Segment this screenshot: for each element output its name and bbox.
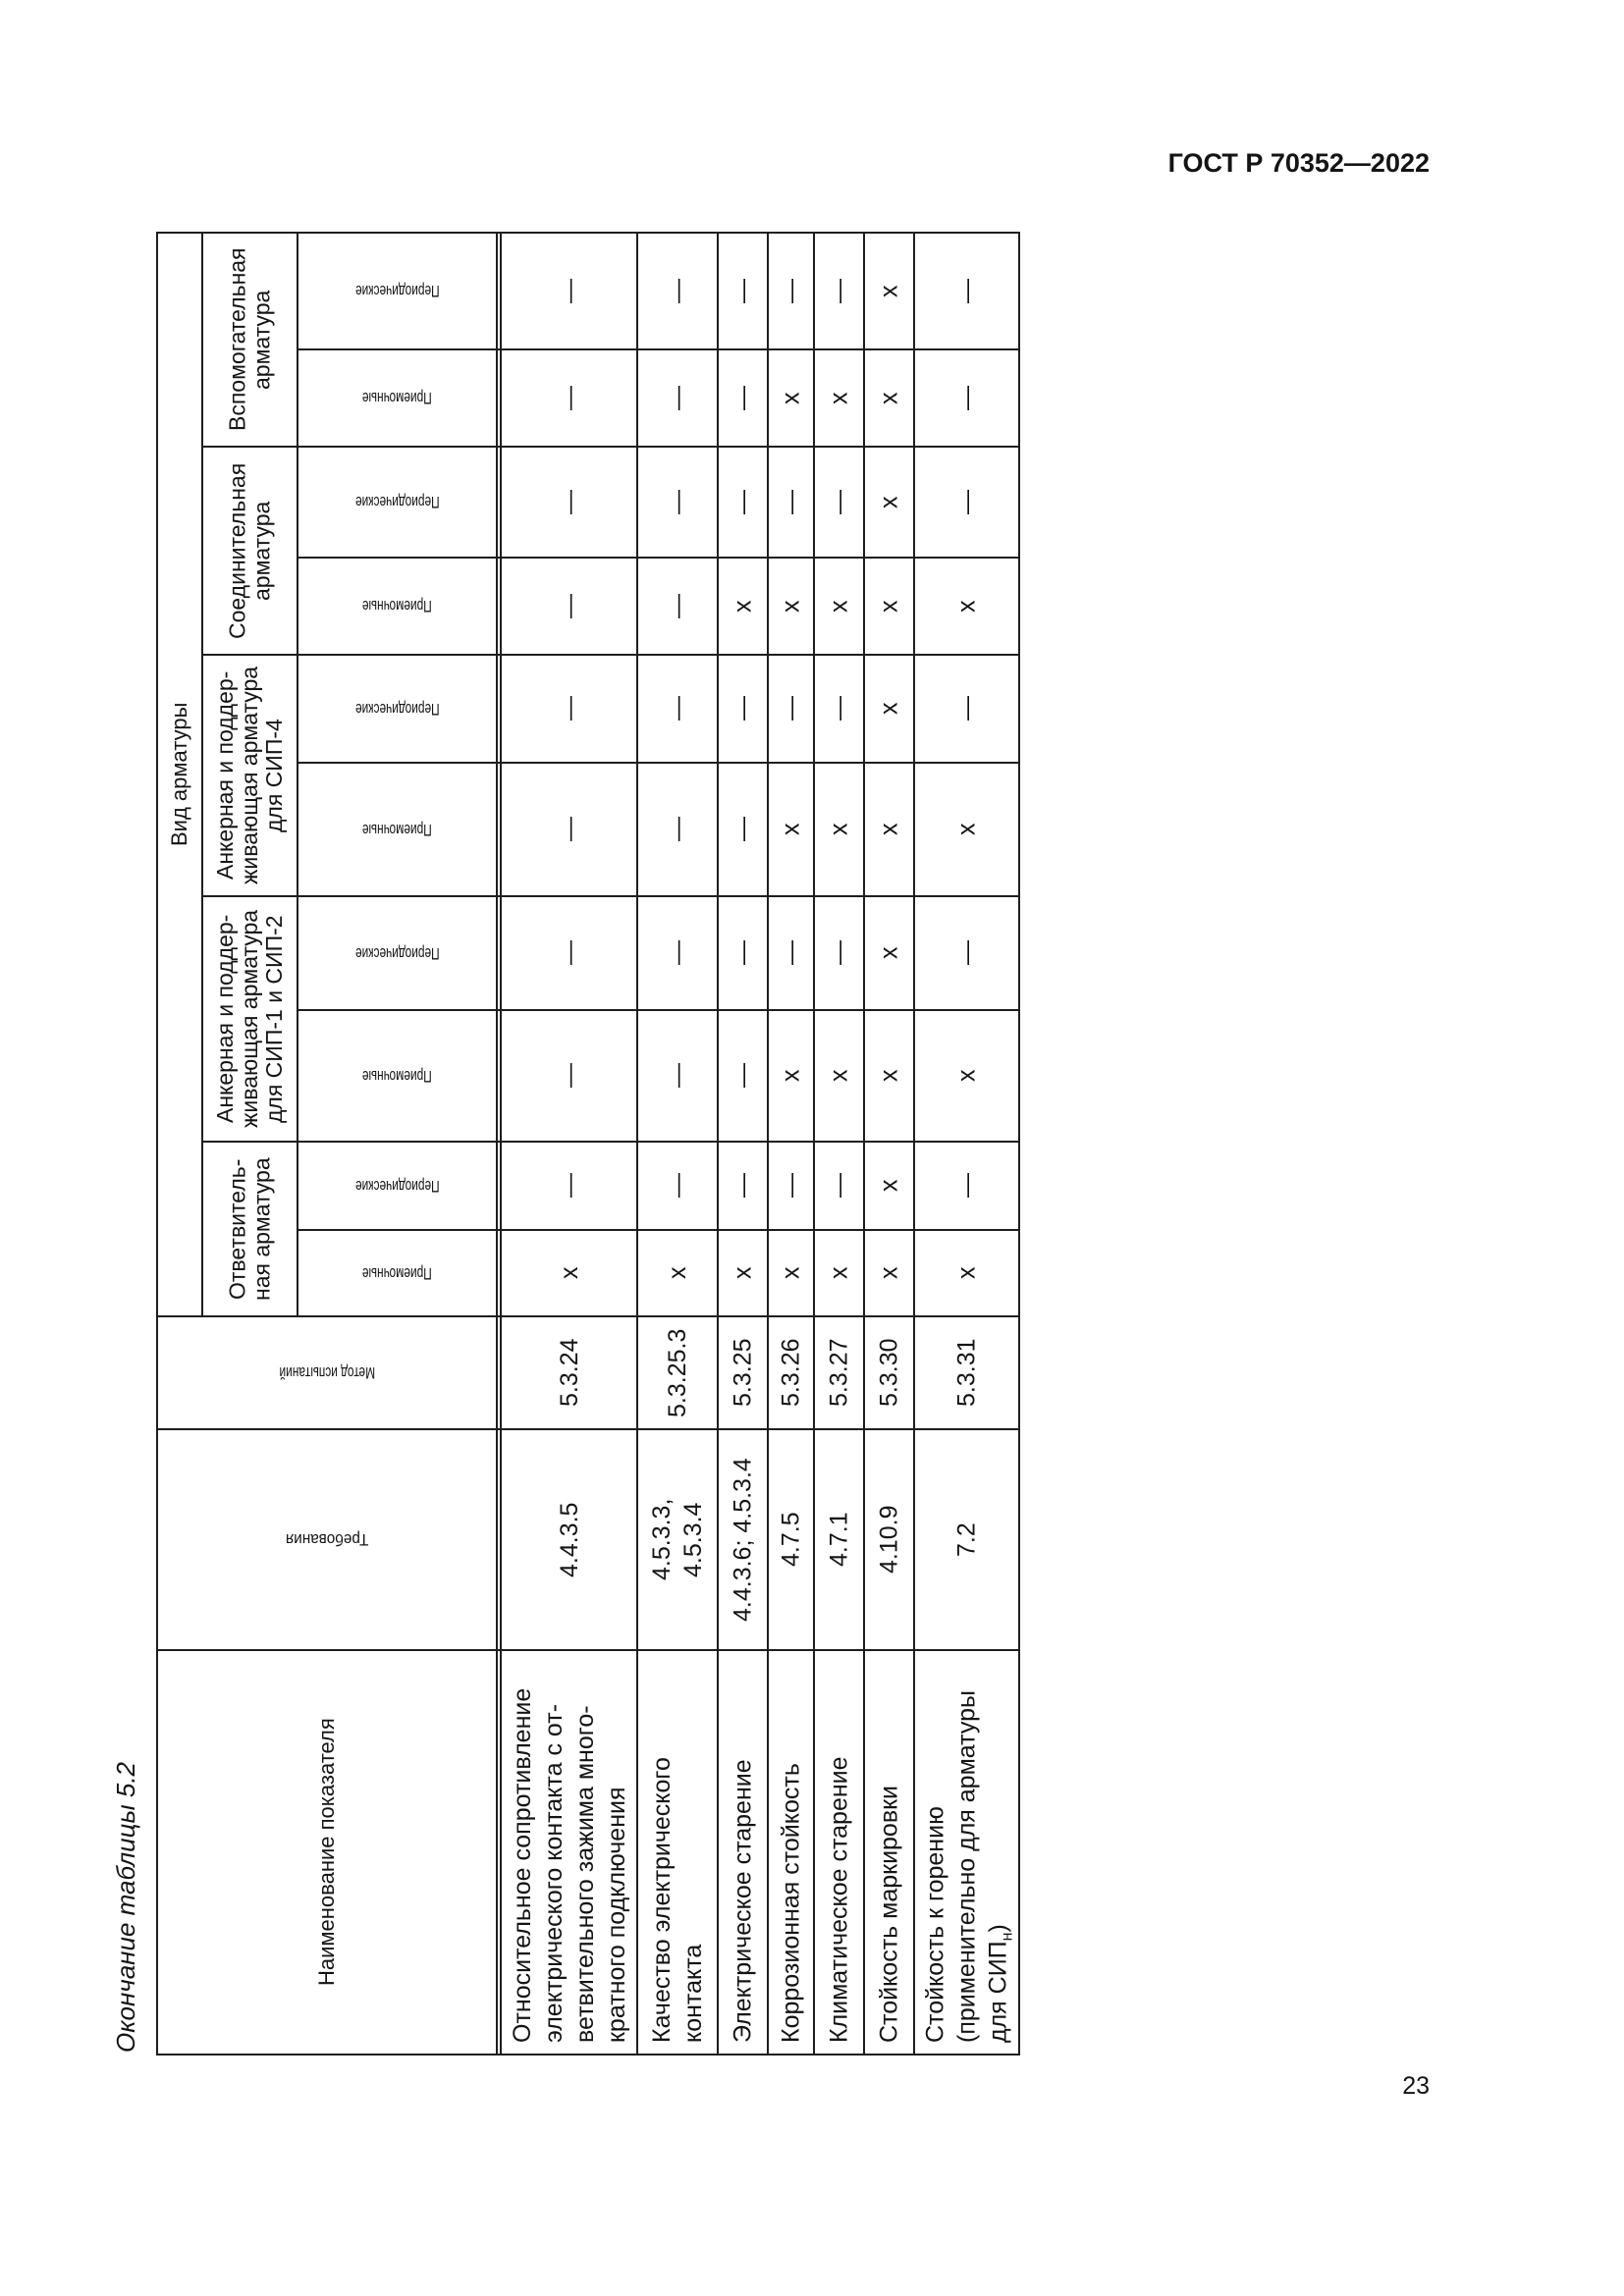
row-mark-branch-acceptance-text: x — [777, 1266, 805, 1280]
row-mark-anchor-sip12-periodic-text: — — [664, 940, 691, 966]
type-header-branch-text: Ответвитель- ная арматура — [224, 1157, 275, 1301]
row-mark-auxiliary-periodic-text: — — [556, 279, 583, 303]
row-test-method-text: 5.3.30 — [875, 1338, 903, 1408]
header-group-title — [157, 233, 202, 1316]
row-mark-anchor-sip12-acceptance — [814, 1010, 864, 1142]
row-mark-anchor-sip12-acceptance — [914, 1010, 1019, 1142]
row-mark-auxiliary-acceptance — [718, 349, 768, 447]
row-mark-branch-periodic — [814, 1142, 864, 1230]
row-mark-anchor-sip4-acceptance-text: — — [556, 817, 583, 842]
row-mark-auxiliary-acceptance — [502, 349, 637, 447]
row-mark-auxiliary-periodic — [768, 233, 814, 349]
row-mark-branch-periodic — [718, 1142, 768, 1230]
row-mark-branch-acceptance — [914, 1230, 1019, 1316]
type-header-auxiliary — [202, 233, 298, 447]
row-test-method — [768, 1316, 814, 1429]
row-test-method — [864, 1316, 914, 1429]
row-mark-anchor-sip12-acceptance — [864, 1010, 914, 1142]
type-header-auxiliary-text: Вспомогательная арматура — [224, 247, 275, 432]
row-name-name: Стойкость к горению (применительно для арматуры для СИП — [921, 1690, 1012, 2043]
row-mark-anchor-sip4-periodic-text: — — [777, 696, 805, 721]
row-requirement — [502, 1429, 637, 1650]
row-mark-connecting-periodic — [502, 447, 637, 558]
row-mark-anchor-sip12-periodic — [718, 896, 768, 1010]
subheader-anchor-sip4-acceptance-text: Приемочные — [362, 821, 432, 839]
row-mark-connecting-acceptance-text: x — [825, 600, 853, 613]
row-mark-branch-acceptance-text: x — [556, 1266, 583, 1280]
row-mark-anchor-sip4-acceptance — [914, 763, 1019, 896]
row-mark-anchor-sip4-periodic-text: — — [729, 696, 757, 721]
row-mark-auxiliary-periodic-text: — — [664, 279, 691, 303]
row-mark-anchor-sip4-periodic-text: — — [664, 696, 691, 721]
subheader-auxiliary-acceptance — [298, 349, 497, 447]
row-mark-anchor-sip4-acceptance — [768, 763, 814, 896]
row-mark-connecting-acceptance — [502, 558, 637, 655]
row-mark-connecting-acceptance — [637, 558, 718, 655]
row-mark-anchor-sip4-periodic-text: x — [875, 702, 903, 716]
row-mark-branch-acceptance — [637, 1230, 718, 1316]
row-mark-anchor-sip12-acceptance-text: x — [875, 1069, 903, 1083]
column-header-test-method — [157, 1316, 497, 1429]
type-header-anchor-sip12 — [202, 896, 298, 1142]
subheader-branch-acceptance-text: Приемочные — [362, 1264, 432, 1283]
row-mark-auxiliary-periodic — [718, 233, 768, 349]
row-requirement-text: 4.4.3.6; 4.5.3.4 — [729, 1458, 757, 1622]
row-requirement — [718, 1429, 768, 1650]
row-mark-anchor-sip12-periodic-text: — — [825, 940, 853, 966]
row-mark-anchor-sip4-periodic-text: — — [825, 696, 853, 721]
row-mark-anchor-sip12-acceptance — [718, 1010, 768, 1142]
row-mark-branch-periodic-text: — — [952, 1173, 981, 1199]
specification-table — [157, 233, 1019, 2055]
row-mark-anchor-sip4-acceptance — [637, 763, 718, 896]
row-name-name: Качество электрического контакта — [648, 1757, 707, 2043]
row-mark-branch-acceptance — [768, 1230, 814, 1316]
row-name — [814, 1650, 864, 2055]
row-mark-anchor-sip4-periodic — [718, 655, 768, 763]
row-mark-connecting-acceptance-text: x — [875, 600, 903, 613]
row-mark-anchor-sip4-acceptance — [864, 763, 914, 896]
row-mark-connecting-acceptance-text: x — [952, 600, 981, 613]
row-requirement-text: 4.5.3.3, 4.5.3.4 — [648, 1498, 707, 1581]
row-mark-anchor-sip12-acceptance-text: x — [777, 1069, 805, 1083]
row-test-method-text: 5.3.25 — [729, 1338, 757, 1408]
table-caption-text: Окончание таблицы 5.2 — [111, 1761, 140, 2053]
subheader-auxiliary-acceptance-text: Приемочные — [362, 389, 432, 408]
column-header-requirements — [157, 1429, 497, 1650]
row-mark-anchor-sip12-periodic-text: x — [875, 946, 903, 960]
row-mark-anchor-sip12-acceptance — [637, 1010, 718, 1142]
row-test-method — [502, 1316, 637, 1429]
row-mark-auxiliary-acceptance — [768, 349, 814, 447]
row-mark-branch-periodic — [864, 1142, 914, 1230]
row-requirement — [864, 1429, 914, 1650]
row-mark-anchor-sip4-periodic — [864, 655, 914, 763]
row-requirement — [768, 1429, 814, 1650]
row-name-text — [776, 1763, 807, 2043]
row-name — [914, 1650, 1019, 2055]
row-name — [637, 1650, 718, 2055]
type-header-branch — [202, 1142, 298, 1316]
row-name-name: Стойкость маркировки — [875, 1785, 903, 2043]
row-mark-connecting-acceptance — [814, 558, 864, 655]
row-mark-branch-periodic-text: — — [664, 1173, 691, 1199]
column-header-test-method-text: Метод испытаний — [279, 1363, 375, 1383]
column-header-indicator-name-text: Наименование показателя — [314, 1718, 339, 1987]
row-mark-branch-acceptance — [502, 1230, 637, 1316]
row-mark-anchor-sip12-acceptance — [768, 1010, 814, 1142]
row-name-name: Климатическое старение — [825, 1756, 853, 2043]
type-header-connecting — [202, 447, 298, 655]
row-mark-auxiliary-periodic — [864, 233, 914, 349]
row-mark-branch-acceptance — [814, 1230, 864, 1316]
subheader-connecting-acceptance-text: Приемочные — [362, 597, 432, 616]
row-name — [768, 1650, 814, 2055]
row-mark-auxiliary-acceptance-text: x — [825, 392, 853, 404]
row-mark-connecting-periodic — [768, 447, 814, 558]
row-mark-anchor-sip4-periodic-text: — — [556, 696, 583, 721]
row-test-method-text: 5.3.27 — [825, 1338, 853, 1408]
row-mark-anchor-sip4-periodic — [814, 655, 864, 763]
row-name-name: Относительное сопротивление электрического контакта с от- ветвительного зажима много- кратного подключения — [509, 1687, 630, 2043]
row-mark-anchor-sip12-periodic — [768, 896, 814, 1010]
row-mark-branch-periodic-text: — — [729, 1173, 757, 1199]
row-mark-auxiliary-periodic — [637, 233, 718, 349]
row-mark-anchor-sip12-periodic — [502, 896, 637, 1010]
row-mark-anchor-sip12-periodic — [814, 896, 864, 1010]
row-test-method-text: 5.3.25.3 — [664, 1328, 691, 1417]
row-mark-branch-acceptance-text: x — [729, 1266, 757, 1280]
row-name-name-sub: н — [999, 1932, 1016, 1942]
row-mark-anchor-sip4-acceptance-text: x — [875, 823, 903, 836]
subheader-anchor-sip4-periodic-text: Периодические — [354, 700, 440, 719]
row-mark-branch-acceptance — [864, 1230, 914, 1316]
row-mark-branch-acceptance-text: x — [875, 1266, 903, 1280]
row-mark-connecting-periodic — [914, 447, 1019, 558]
row-mark-anchor-sip12-acceptance-text: — — [664, 1063, 691, 1089]
row-mark-connecting-periodic-text: x — [875, 496, 903, 508]
row-mark-connecting-periodic — [814, 447, 864, 558]
row-requirement — [814, 1429, 864, 1650]
row-mark-connecting-acceptance-text: x — [777, 600, 805, 613]
subheader-branch-acceptance — [298, 1230, 497, 1316]
row-name — [864, 1650, 914, 2055]
row-mark-anchor-sip4-acceptance-text: — — [664, 817, 691, 842]
row-mark-branch-periodic — [914, 1142, 1019, 1230]
row-mark-auxiliary-periodic-text: — — [952, 279, 981, 303]
row-name-text — [728, 1759, 759, 2043]
row-test-method — [718, 1316, 768, 1429]
row-name — [718, 1650, 768, 2055]
row-mark-anchor-sip12-acceptance-text: — — [556, 1063, 583, 1089]
row-mark-anchor-sip12-periodic-text: — — [952, 940, 981, 966]
row-mark-anchor-sip12-acceptance-text: x — [825, 1069, 853, 1083]
row-mark-branch-periodic-text: — — [556, 1173, 583, 1199]
type-header-connecting-text: Соединительная арматура — [224, 462, 275, 639]
page-number: 23 — [1402, 2072, 1430, 2100]
row-mark-auxiliary-acceptance — [914, 349, 1019, 447]
row-mark-anchor-sip12-periodic-text: — — [729, 940, 757, 966]
row-mark-anchor-sip12-periodic-text: — — [556, 940, 583, 966]
row-mark-branch-periodic — [768, 1142, 814, 1230]
row-mark-anchor-sip12-periodic — [914, 896, 1019, 1010]
row-mark-auxiliary-periodic-text: — — [777, 279, 805, 303]
row-mark-connecting-periodic-text: — — [664, 490, 691, 514]
row-name-text — [824, 1756, 855, 2043]
row-requirement-text: 4.10.9 — [875, 1505, 903, 1575]
subheader-connecting-acceptance — [298, 558, 497, 655]
row-mark-auxiliary-acceptance — [637, 349, 718, 447]
row-mark-anchor-sip4-acceptance — [814, 763, 864, 896]
column-header-requirements-text: Требования — [285, 1530, 369, 1550]
header-group-title-text: Вид арматуры — [167, 702, 191, 847]
row-mark-connecting-periodic-text: — — [556, 490, 583, 514]
row-mark-auxiliary-periodic-text: x — [875, 285, 903, 297]
row-name-text — [920, 1690, 1014, 2043]
subheader-anchor-sip12-periodic-text: Периодические — [354, 944, 440, 963]
row-mark-branch-periodic-text: — — [825, 1173, 853, 1199]
row-mark-connecting-periodic-text: — — [777, 490, 805, 514]
row-mark-connecting-acceptance — [768, 558, 814, 655]
row-mark-branch-acceptance-text: x — [952, 1266, 981, 1280]
row-test-method — [637, 1316, 718, 1429]
row-mark-anchor-sip4-periodic — [637, 655, 718, 763]
row-mark-connecting-acceptance — [718, 558, 768, 655]
row-name-name-tail: ) — [984, 1924, 1012, 1933]
row-name — [502, 1650, 637, 2055]
row-mark-auxiliary-acceptance-text: — — [664, 386, 691, 410]
row-name-text — [507, 1688, 632, 2043]
row-requirement-text: 4.4.3.5 — [556, 1502, 583, 1577]
row-requirement — [637, 1429, 718, 1650]
row-mark-connecting-periodic-text: — — [825, 490, 853, 514]
row-mark-connecting-acceptance-text: — — [556, 594, 583, 618]
subheader-anchor-sip12-acceptance — [298, 1010, 497, 1142]
row-mark-anchor-sip4-acceptance-text: — — [729, 817, 757, 842]
subheader-anchor-sip12-periodic — [298, 896, 497, 1010]
row-mark-anchor-sip4-periodic — [502, 655, 637, 763]
row-mark-anchor-sip4-periodic — [914, 655, 1019, 763]
row-mark-branch-periodic — [502, 1142, 637, 1230]
subheader-auxiliary-periodic — [298, 233, 497, 349]
row-test-method-text: 5.3.26 — [777, 1338, 805, 1408]
row-name-name: Коррозионная стойкость — [777, 1763, 805, 2043]
row-mark-auxiliary-acceptance-text: — — [556, 386, 583, 410]
row-test-method — [914, 1316, 1019, 1429]
row-mark-auxiliary-acceptance-text: x — [777, 392, 805, 404]
row-name-name: Электрическое старение — [729, 1759, 757, 2043]
row-mark-connecting-periodic — [718, 447, 768, 558]
subheader-anchor-sip4-acceptance — [298, 763, 497, 896]
row-mark-anchor-sip4-acceptance-text: x — [952, 823, 981, 836]
row-mark-branch-acceptance-text: x — [825, 1266, 853, 1280]
row-mark-auxiliary-periodic-text: — — [825, 279, 853, 303]
row-mark-connecting-periodic — [637, 447, 718, 558]
row-mark-anchor-sip12-acceptance-text: — — [729, 1063, 757, 1089]
row-requirement-text: 7.2 — [952, 1522, 981, 1557]
subheader-connecting-periodic — [298, 447, 497, 558]
row-mark-anchor-sip12-periodic — [864, 896, 914, 1010]
row-mark-connecting-acceptance-text: x — [729, 600, 757, 613]
type-header-anchor-sip12-text: Анкерная и поддер- живающая арматура для СИП-1 и СИП-2 — [212, 909, 287, 1129]
row-mark-auxiliary-periodic-text: — — [729, 279, 757, 303]
row-requirement — [914, 1429, 1019, 1650]
row-mark-anchor-sip4-acceptance-text: x — [777, 823, 805, 836]
row-requirement-text: 4.7.1 — [825, 1512, 853, 1568]
row-mark-anchor-sip4-periodic — [768, 655, 814, 763]
row-requirement-text: 4.7.5 — [777, 1512, 805, 1568]
subheader-auxiliary-periodic-text: Периодические — [354, 282, 440, 301]
row-mark-branch-periodic-text: x — [875, 1179, 903, 1193]
row-mark-auxiliary-acceptance-text: — — [729, 386, 757, 410]
row-mark-auxiliary-acceptance — [814, 349, 864, 447]
row-mark-connecting-periodic — [864, 447, 914, 558]
row-mark-auxiliary-periodic — [814, 233, 864, 349]
row-mark-anchor-sip4-acceptance-text: x — [825, 823, 853, 836]
row-mark-connecting-acceptance-text: — — [664, 594, 691, 618]
type-header-anchor-sip4 — [202, 655, 298, 896]
subheader-anchor-sip4-periodic — [298, 655, 497, 763]
subheader-branch-periodic — [298, 1142, 497, 1230]
row-mark-connecting-periodic-text: — — [729, 490, 757, 514]
row-mark-anchor-sip12-periodic-text: — — [777, 940, 805, 966]
row-mark-branch-periodic — [637, 1142, 718, 1230]
row-mark-branch-acceptance-text: x — [664, 1266, 691, 1280]
subheader-connecting-periodic-text: Периодические — [354, 493, 440, 512]
row-test-method — [814, 1316, 864, 1429]
row-mark-auxiliary-acceptance — [864, 349, 914, 447]
row-mark-anchor-sip12-periodic — [637, 896, 718, 1010]
row-mark-anchor-sip12-acceptance-text: x — [952, 1069, 981, 1083]
row-mark-anchor-sip4-acceptance — [718, 763, 768, 896]
row-test-method-text: 5.3.31 — [952, 1338, 981, 1408]
row-mark-connecting-acceptance — [914, 558, 1019, 655]
row-mark-connecting-acceptance — [864, 558, 914, 655]
document-designation: ГОСТ Р 70352—2022 — [1167, 148, 1430, 178]
type-header-anchor-sip4-text: Анкерная и поддер- живающая арматура для СИП-4 — [212, 666, 287, 885]
table-caption — [108, 1757, 143, 2056]
column-header-indicator-name — [157, 1650, 497, 2055]
row-mark-connecting-periodic-text: — — [952, 490, 981, 514]
row-name-text — [874, 1786, 905, 2043]
subheader-branch-periodic-text: Периодические — [354, 1177, 440, 1196]
row-mark-auxiliary-periodic — [914, 233, 1019, 349]
row-mark-auxiliary-acceptance-text: x — [875, 392, 903, 404]
row-mark-anchor-sip12-acceptance — [502, 1010, 637, 1142]
row-name-text — [646, 1757, 709, 2043]
row-test-method-text: 5.3.24 — [556, 1338, 583, 1408]
row-mark-auxiliary-acceptance-text: — — [952, 386, 981, 410]
row-mark-auxiliary-periodic — [502, 233, 637, 349]
subheader-anchor-sip12-acceptance-text: Приемочные — [362, 1067, 432, 1086]
row-mark-branch-acceptance — [718, 1230, 768, 1316]
row-mark-anchor-sip4-acceptance — [502, 763, 637, 896]
row-mark-branch-periodic-text: — — [777, 1173, 805, 1199]
row-mark-anchor-sip4-periodic-text: — — [952, 696, 981, 721]
